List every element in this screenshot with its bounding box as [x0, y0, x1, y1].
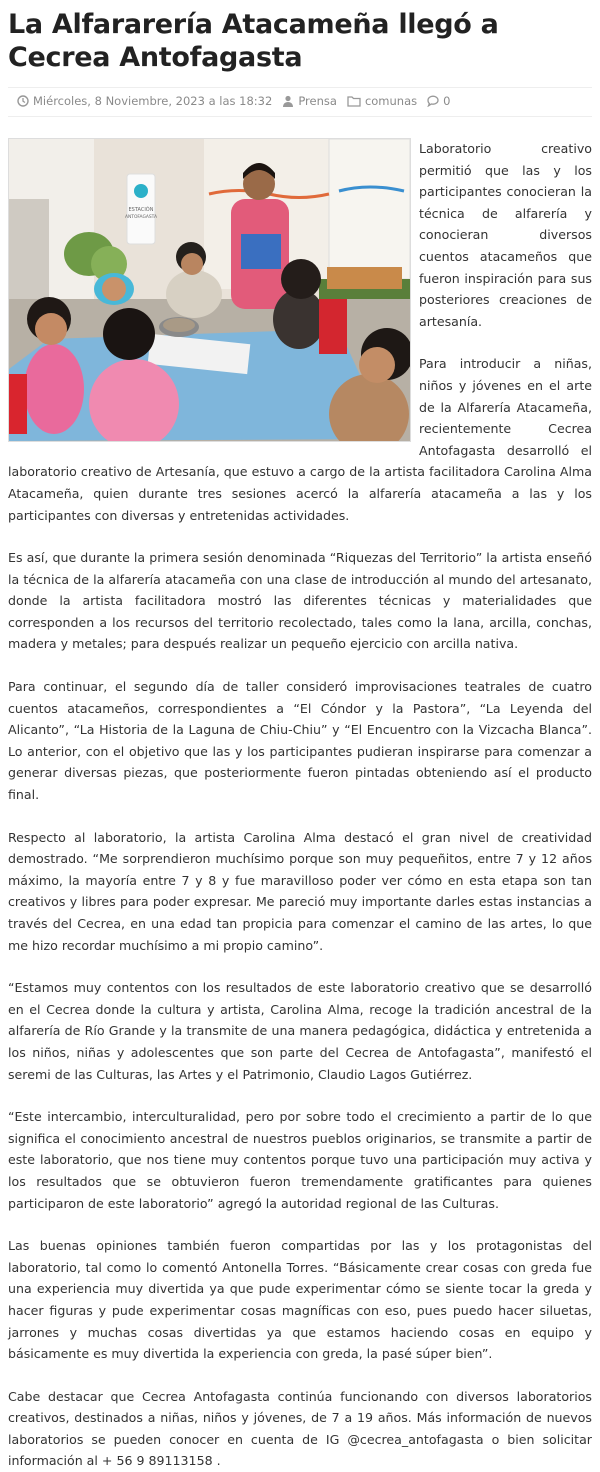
comment-icon [427, 95, 439, 107]
date-meta [17, 94, 272, 108]
paragraph-1: Laboratorio creativo permitió que las y los participantes conocieran la técnica de alfarería y conocieran diversos cuentos atacameños que fueron inspiración para sus posteriores creaciones de artesanía. [419, 141, 592, 329]
folder-icon [347, 95, 361, 107]
clock-icon [17, 95, 29, 107]
author-meta[interactable] [282, 94, 337, 108]
article-photo [8, 138, 411, 442]
post-date: Miércoles, 8 Noviembre, 2023 a las 18:32 [33, 94, 273, 108]
paragraph-9: Cabe destacar que Cecrea Antofagasta continúa funcionando con diversos laboratorios creativos, destinados a niñas, niños y jóvenes, de 7 a 19 años. Más información de nuevos laboratorios se pueden conocer en cuenta de IG @cecrea_antofagasta o bien solicitar información al + 56 9 89113158 . [8, 1388, 592, 1469]
sign-text-2: ANTOFAGASTA [124, 215, 158, 220]
comments-count[interactable]: 0 [443, 94, 451, 108]
author-link[interactable]: Prensa [298, 94, 337, 108]
category-meta[interactable] [347, 94, 417, 108]
paragraph-3: Es así, que durante la primera sesión denominada “Riquezas del Territorio” la artista enseñó la técnica de la alfarería atacameña con una clase de introducción al mundo del artesanato, donde la artista facilitadora mostró las diferentes técnicas y materialidades que corresponden a los recursos del territorio recolectado, tales como la lana, arcilla, conchas, madera y metales; para después realizar un pequeño ejercicio con arcilla nativa. [8, 550, 592, 652]
user-icon [282, 95, 294, 107]
paragraph-2: Para introducir a niñas, niños y jóvenes en el arte de la Alfarería Atacameña, recientemente Cecrea Antofagasta desarrolló el laboratorio creativo de Artesanía, que estuvo a cargo de la artista facilitadora Carolina Alma Atacameña, quien durante tres sesiones acercó la alfarería atacameña a las y los participantes con diversas y entretenidas actividades. [8, 356, 592, 523]
article-meta [8, 87, 592, 117]
category-link[interactable]: comunas [364, 94, 418, 108]
paragraph-4: Para continuar, el segundo día de taller consideró improvisaciones teatrales de cuatro cuentos atacameños, correspondientes a “El Cóndor y la Pastora”, “La Leyenda del Alicanto”, “La Historia de la Laguna de Chiu-Chiu” y “El Encuentro con la Vizcacha Blanca”. Lo anterior, con el objetivo que las y los participantes pudieran inspirarse para comenzar a generar diversas piezas, que posteriormente fueron pintadas obteniendo así el producto final. [8, 679, 592, 803]
workshop-photo [9, 139, 410, 441]
article-body [8, 138, 592, 1472]
paragraph-6: “Estamos muy contentos con los resultados de este laboratorio creativo que se desarrolló en el Cecrea donde la cultura y artista, Carolina Alma, recoge la tradición ancestral de la alfarería de Río Grande y la transmite de una manera pedagógica, didáctica y entretenida a los niños, niñas y adolescentes que son parte del Cecrea de Antofagasta”, manifestó el seremi de las Culturas, las Artes y el Patrimonio, Claudio Lagos Gutiérrez. [8, 980, 592, 1082]
sign-text: ESTACIÓN [128, 207, 154, 213]
paragraph-7: “Este intercambio, interculturalidad, pero por sobre todo el crecimiento a partir de lo que significa el conocimiento ancestral de nuestros pueblos originarios, se transmite a partir de este laboratorio, que nos tiene muy contentos porque tuvo una participación muy activa y los resultados que se obtuvieron fueron tremendamente gratificantes para quienes participaron de este laboratorio” agregó la autoridad regional de las Culturas. [8, 1109, 592, 1211]
paragraph-8: Las buenas opiniones también fueron compartidas por las y los protagonistas del laboratorio, tal como lo comentó Antonella Torres. “Básicamente crear cosas con greda fue una experiencia muy divertida ya que pude experimentar cómo se siente tocar la greda y hacer figuras y pude experimentar cosas magníficas con eso, pues puedo hacer siluetas, jarrones y muchas cosas divertidas ya que estamos haciendo cosas en equipo y básicamente es muy divertida la experiencia con greda, la pasé súper bien”. [8, 1238, 592, 1362]
comments-meta[interactable] [427, 94, 450, 108]
article-title: La Alfararería Atacameña llegó a Cecrea Antofagasta [8, 9, 499, 73]
paragraph-5: Respecto al laboratorio, la artista Carolina Alma destacó el gran nivel de creatividad demostrado. “Me sorprendieron muchísimo porque son muy pequeñitos, entre 7 y 12 años máximo, la mayoría entre 7 y 8 y fue maravilloso poder ver cómo en esta etapa son tan creativos y libres para poder expresar. Me pareció muy importante darles estas instancias a través del Cecrea, en una edad tan propicia para comenzar el camino de las artes, lo que me hizo recordar muchísimo a mi propio camino”. [8, 829, 592, 953]
